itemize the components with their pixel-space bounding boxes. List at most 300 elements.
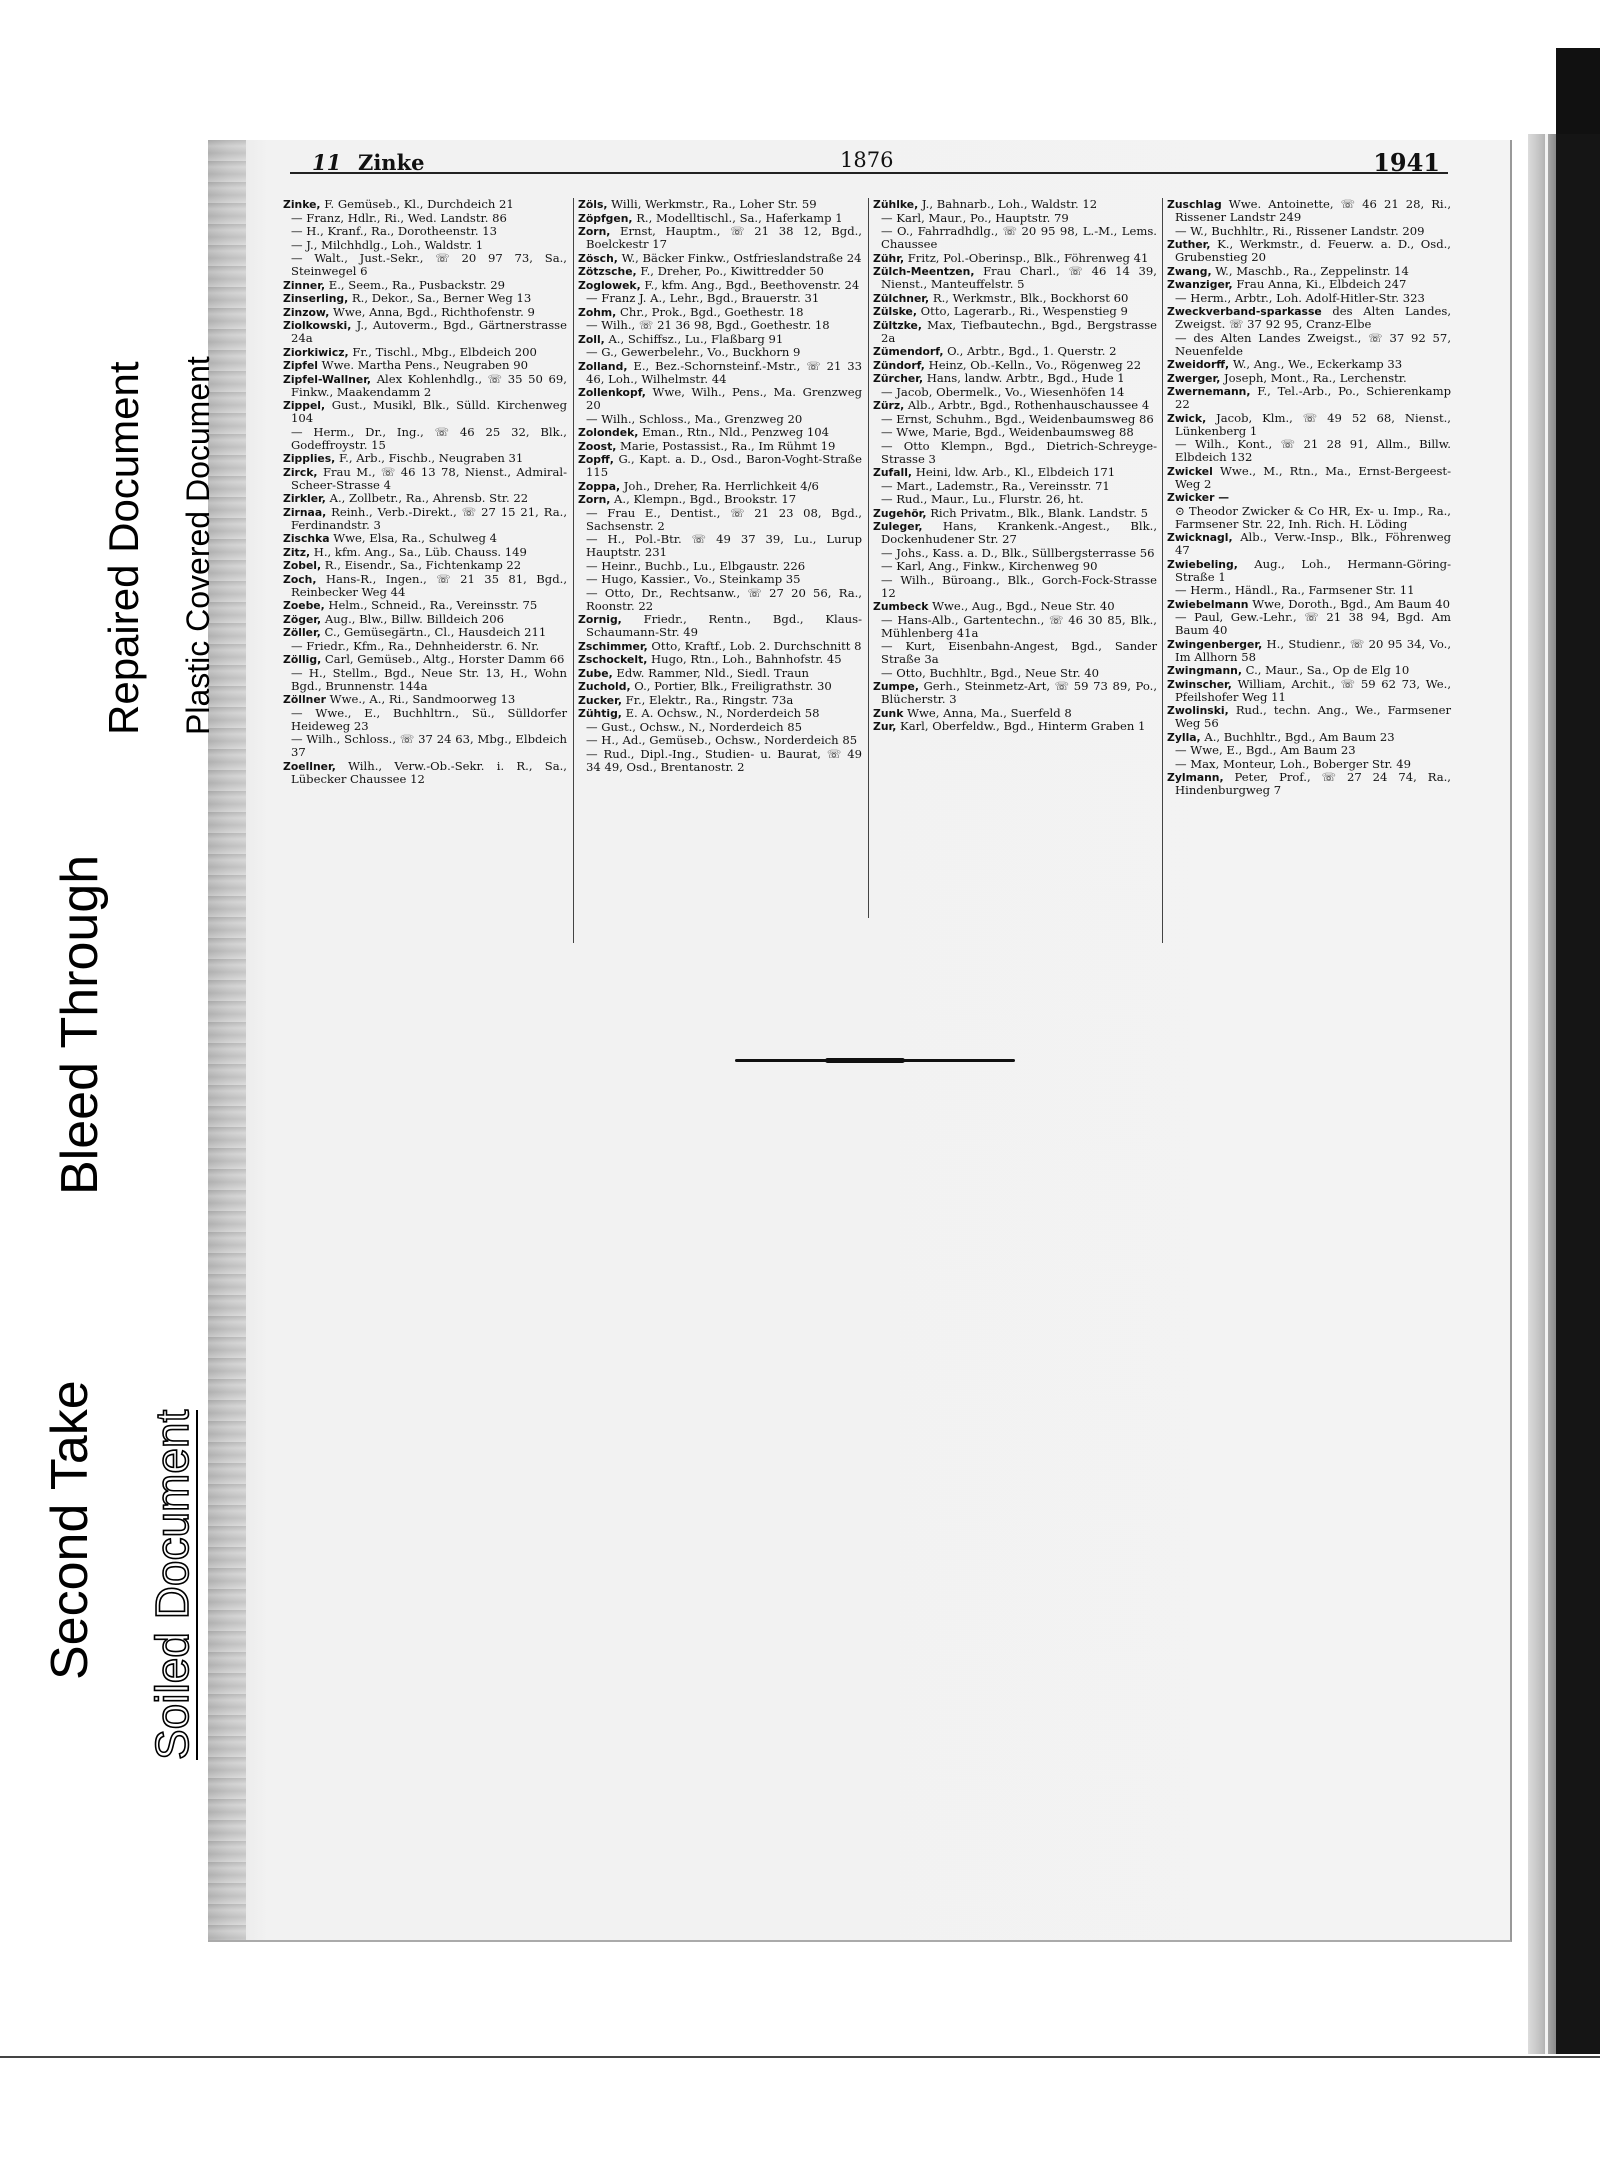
entry-details: Peter, Prof., ☏ 27 24 74, Ra., Hindenburgweg 7 [1175,770,1451,797]
binding-shadow [1528,134,1556,2054]
directory-entry [283,346,567,359]
entry-details: W., Maschb., Ra., Zeppelinstr. 14 [1215,263,1409,278]
entry-surname: Zolondek, [578,426,639,439]
entry-surname: Zinke, [283,198,321,211]
entry-surname: Zwicker — [1167,491,1229,504]
entry-surname: Zümendorf, [873,345,944,358]
directory-entry [873,680,1157,706]
directory-entry [578,560,862,573]
directory-entry [578,225,862,251]
entry-surname: Zollenkopf, [578,386,646,399]
scanner-edge-top [1556,48,1600,134]
directory-entry [578,680,862,693]
entry-surname: Zülch-Meentzen, [873,265,975,278]
directory-entry [578,653,862,666]
directory-entry [283,452,567,465]
entry-surname: Zülchner, [873,291,930,305]
directory-entry [578,319,862,332]
column-divider [868,198,869,918]
directory-entry [873,520,1157,546]
directory-entry [873,440,1157,466]
directory-entry [283,640,567,653]
entry-details: Gust., Musikl, Blk., Sülld. Kirchenweg 104 [291,398,568,425]
directory-entry [578,360,862,386]
directory-entry [578,748,862,774]
entry-details: O., Portier, Blk., Freiligrathstr. 30 [634,679,832,693]
entry-details: — H., Pol.-Btr. ☏ 49 37 39, Lu., Lurup Hauptstr. 231 [586,532,862,559]
column-1 [283,198,567,786]
entry-surname: Zippel, [283,399,326,412]
directory-entry [873,292,1157,305]
directory-entry [283,306,567,319]
entry-surname: Zöls, [578,198,608,211]
entry-details: Wilh., Verw.-Ob.-Sekr. i. R., Sa., Lübecker Chaussee 12 [291,758,567,786]
directory-entry [873,614,1157,640]
directory-entry [873,707,1157,720]
directory-entry [578,640,862,653]
entry-details: K., Werkmstr., d. Feuerw. a. D., Osd., Grubenstieg 20 [1175,237,1451,264]
entry-details: Reinh., Verb.-Direkt., ☏ 27 15 21, Ra., Ferdinandstr. 3 [291,504,568,532]
directory-entry [578,413,862,426]
entry-surname: Zwanziger, [1167,278,1233,291]
directory-entry [578,573,862,586]
entry-details: Frau M., ☏ 46 13 78, Nienst., Admiral-Scheer-Strasse 4 [291,464,567,492]
entry-details: — Herm., Händl., Ra., Farmsener Str. 11 [1175,583,1415,597]
directory-entry [283,198,567,211]
entry-details: Aug., Blw., Billw. Billdeich 206 [324,611,504,626]
entry-details: — Wilh., Büroang., Blk., Gorch-Fock-Strasse 12 [881,572,1157,600]
directory-entry [283,559,567,572]
entry-details: Fr., Elektr., Ra., Ringstr. 73a [625,692,794,707]
entry-surname: Zöller, [283,626,321,639]
entry-details: A., Buchhltr., Bgd., Am Baum 23 [1204,729,1395,744]
directory-entry [873,667,1157,680]
entry-surname: Zopff, [578,453,614,466]
entry-details: Heini, ldw. Arb., Kl., Elbdeich 171 [915,465,1116,479]
entry-surname: Zuschlag [1167,198,1222,211]
entry-details: — Franz J. A., Lehr., Bgd., Brauerstr. 31 [586,291,820,305]
entry-surname: Zürcher, [873,372,924,385]
entry-details: Carl, Gemüseb., Altg., Horster Damm 66 [324,652,565,666]
directory-entry [283,399,567,425]
directory-entry [578,734,862,747]
entry-surname: Zumpe, [873,680,919,693]
directory-entry [873,574,1157,600]
entry-details: — Rud., Maur., Lu., Flurstr. 26, ht. [881,492,1084,506]
entry-details: R., Werkmstr., Blk., Bockhorst 60 [932,290,1129,305]
directory-entry [578,721,862,734]
directory-entry [578,613,862,639]
entry-details: Ernst, Hauptm., ☏ 21 38 12, Bgd., Boelckestr 17 [586,224,862,251]
entry-surname: Zwiebeling, [1167,557,1238,571]
entry-details: Eman., Rtn., Nld., Penzweg 104 [642,425,829,439]
entry-details: J., Bahnarb., Loh., Waldstr. 12 [921,197,1098,211]
entry-surname: Zötzsche, [578,265,637,278]
column-2 [578,198,862,774]
directory-entry [1167,265,1451,278]
entry-details: Hans, Krankenk.-Angest., Blk., Dockenhudener Str. 27 [881,519,1157,546]
entry-details: Frau Charl., ☏ 46 14 39, Nienst., Manteuffelstr. 5 [881,264,1157,291]
directory-entry [578,493,862,506]
entry-details: — Otto, Dr., Rechtsanw., ☏ 27 20 56, Ra., Roonstr. 22 [586,585,862,613]
entry-details: — Karl, Ang., Finkw., Kirchenweg 90 [881,559,1098,573]
directory-entry [873,225,1157,251]
entry-surname: Zwick, [1167,411,1207,425]
directory-entry [283,225,567,238]
entry-surname: Zunk [873,706,904,720]
entry-surname: Ziorkiwicz, [283,345,349,359]
directory-entry [873,386,1157,399]
directory-entry [1167,758,1451,771]
entry-surname: Zischka [283,532,330,545]
directory-entry [283,532,567,545]
directory-entry [1167,664,1451,677]
entry-surname: Zirck, [283,465,318,479]
directory-entry [578,507,862,533]
directory-entry [283,212,567,225]
directory-entry [578,252,862,265]
entry-details: — Herm., Dr., Ing., ☏ 46 25 32, Blk., Godeffroystr. 15 [291,424,567,452]
entry-surname: Zwinscher, [1167,677,1232,691]
entry-surname: Zwiebelmann [1167,597,1249,611]
directory-entry [1167,278,1451,291]
entry-details: F. Gemüseb., Kl., Durchdeich 21 [324,197,514,211]
directory-entry [873,265,1157,291]
label-plastic-covered-document: Plastic Covered Document [180,356,216,735]
directory-entry [873,212,1157,225]
entry-details: Marie, Postassist., Ra., Im Rühmt 19 [620,438,836,453]
directory-entry [578,694,862,707]
entry-surname: Zohm, [578,305,617,319]
directory-entry [283,373,567,399]
entry-details: Alb., Arbtr., Bgd., Rothenhauschaussee 4 [907,398,1150,412]
directory-entry [873,413,1157,426]
entry-surname: Zwerger, [1167,371,1221,385]
directory-columns [283,198,1453,938]
entry-surname: Zültzke, [873,318,922,332]
entry-surname: Zoppa, [578,479,621,493]
entry-surname: Zirnaa, [283,505,327,519]
directory-entry [578,265,862,278]
entry-details: Joseph, Mont., Ra., Lerchenstr. [1224,370,1407,385]
directory-entry [873,345,1157,358]
directory-entry [283,667,567,693]
entry-surname: Zwingenberger, [1167,637,1263,651]
entry-surname: Zwolinski, [1167,704,1229,717]
entry-details: — Herm., Arbtr., Loh. Adolf-Hitler-Str. 323 [1175,290,1425,305]
entry-details: Gerh., Steinmetz-Art, ☏ 59 73 89, Po., Blücherstr. 3 [881,679,1158,706]
directory-entry [873,640,1157,666]
directory-entry [578,667,862,680]
entry-details: Willi, Werkmstr., Ra., Loher Str. 59 [611,197,817,211]
entry-surname: Zöger, [283,612,322,626]
entry-details: Karl, Oberfeldw., Bgd., Hinterm Graben 1 [900,719,1146,733]
directory-entry [283,492,567,505]
entry-details: — G., Gewerbelehr., Vo., Buckhorn 9 [586,345,801,359]
entry-details: Wwe. Martha Pens., Neugraben 90 [321,358,528,372]
directory-entry [283,426,567,452]
entry-details: C., Gemüsegärtn., Cl., Hausdeich 211 [324,625,547,639]
directory-entry [873,560,1157,573]
directory-entry [1167,491,1451,504]
entry-details: — Wilh., Schloss., ☏ 37 24 63, Mbg., Elbdeich 37 [291,732,567,759]
entry-surname: Zumbeck [873,600,929,613]
entry-details: — Heinr., Buchb., Lu., Elbgaustr. 226 [586,558,806,573]
entry-details: A., Zollbetr., Ra., Ahrensb. Str. 22 [329,491,529,505]
entry-details: Heinz, Ob.-Kelln., Vo., Rögenweg 22 [928,357,1142,372]
entry-details: — Wwe, E., Bgd., Am Baum 23 [1175,743,1356,757]
entry-surname: Zöpfgen, [578,211,633,225]
entry-surname: Zipfel-Wallner, [283,372,372,386]
entry-surname: Zühtig, [578,707,622,720]
directory-entry [578,587,862,613]
entry-details: A., Klempn., Bgd., Brookstr. 17 [614,492,797,506]
entry-details: — Hans-Alb., Gartentechn., ☏ 46 30 85, Blk., Mühlenberg 41a [881,612,1157,640]
directory-entry [873,493,1157,506]
entry-details: Chr., Prok., Bgd., Goethestr. 18 [619,304,804,319]
entry-details: — H., Ad., Gemüseb., Ochsw., Norderdeich 85 [586,733,858,747]
entry-surname: Zobel, [283,559,322,572]
entry-surname: Zündorf, [873,358,925,372]
entry-surname: Zinner, [283,278,326,292]
entry-details: — Frau E., Dentist., ☏ 21 23 08, Bgd., Sachsenstr. 2 [586,505,862,533]
entry-surname: Zuther, [1167,238,1211,251]
directory-entry [578,453,862,479]
entry-details: — Ernst, Schuhm., Bgd., Weidenbaumsweg 86 [881,411,1154,426]
directory-entry [873,305,1157,318]
label-soiled-document [145,1410,199,1760]
directory-entry [283,733,567,759]
label-repaired-document: Repaired Document [100,361,147,735]
entry-surname: Zube, [578,666,613,680]
directory-entry [1167,238,1451,264]
directory-entry [283,653,567,666]
entry-details: Hans-R., Ingen., ☏ 21 35 81, Bgd., Reinbecker Weg 44 [291,571,567,599]
directory-entry [283,707,567,733]
directory-entry [873,466,1157,479]
entry-details: — Hugo, Kassier., Vo., Steinkamp 35 [586,572,801,586]
directory-entry [1167,372,1451,385]
directory-entry [873,426,1157,439]
directory-entry [283,319,567,345]
entry-surname: Zugehör, [873,506,927,520]
entry-surname: Zolland, [578,359,628,373]
entry-details: C., Maur., Sa., Op de Elg 10 [1245,663,1410,677]
entry-details: E., Bez.-Schornsteinf.-Mstr., ☏ 21 33 46, Loh., Wilhelmstr. 44 [586,358,863,386]
directory-entry [873,720,1157,733]
entry-details: W., Bäcker Finkw., Ostfrieslandstraße 24 [621,250,862,265]
directory-entry [283,546,567,559]
entry-surname: Zösch, [578,251,618,265]
directory-entry [578,386,862,412]
entry-details: Wwe., Aug., Bgd., Neue Str. 40 [932,599,1115,613]
entry-details: R., Modelltischl., Sa., Haferkamp 1 [636,210,843,225]
header-section-number: 11 [312,150,342,175]
directory-entry [1167,531,1451,557]
entry-details: Wwe, Doroth., Bgd., Am Baum 40 [1252,596,1451,611]
entry-details: — Wwe., E., Buchhltrn., Sü., Sülldorfer Heideweg 23 [291,705,567,733]
directory-entry [1167,611,1451,637]
end-rule [735,1059,1015,1062]
entry-details: — J., Milchhdlg., Loh., Waldstr. 1 [291,237,484,252]
entry-surname: Zühr, [873,251,905,265]
entry-details: W., Ang., We., Eckerkamp 33 [1232,357,1403,371]
entry-details: Max, Tiefbautechn., Bgd., Bergstrasse 2a [881,317,1158,345]
entry-surname: Zuleger, [873,520,923,533]
entry-details: — Kurt, Eisenbahn-Angest, Bgd., Sander Straße 3a [881,639,1157,666]
entry-details: Aug., Loh., Hermann-Göring-Straße 1 [1175,556,1451,584]
entry-surname: Zschimmer, [578,639,648,653]
entry-surname: Zipplies, [283,452,336,465]
entry-details: Joh., Dreher, Ra. Herrlichkeit 4/6 [623,478,819,493]
directory-entry [1167,292,1451,305]
entry-surname: Zylmann, [1167,771,1224,784]
entry-surname: Zoellner, [283,759,336,773]
entry-details: — Max, Monteur, Loh., Boberger Str. 49 [1175,756,1411,771]
directory-entry [578,333,862,346]
entry-details: — Otto Klempn., Bgd., Dietrich-Schreyge-Strasse 3 [881,438,1157,466]
entry-details: — Rud., Dipl.-Ing., Studien- u. Baurat, ☏ 49 34 49, Osd., Brentanostr. 2 [586,746,862,774]
directory-entry [578,346,862,359]
directory-entry [1167,731,1451,744]
entry-details: Otto, Lagerarb., Ri., Wespenstieg 9 [920,304,1128,318]
entry-details: F., kfm. Ang., Bgd., Beethovenstr. 24 [644,277,860,292]
entry-surname: Zwicknagl, [1167,531,1233,544]
directory-entry [1167,198,1451,224]
directory-entry [1167,584,1451,597]
entry-surname: Zucker, [578,693,622,707]
directory-entry [283,573,567,599]
header-guide-word: Zinke [358,150,425,175]
directory-entry [578,292,862,305]
directory-entry [578,198,862,211]
entry-details: — des Alten Landes Zweigst., ☏ 37 92 57, Neuenfelde [1175,330,1451,358]
directory-entry [1167,638,1451,664]
entry-details: Rud., techn. Ang., We., Farmsener Weg 56 [1175,703,1451,730]
entry-details: A., Schiffsz., Lu., Flaßbarg 91 [608,331,784,346]
entry-surname: Zwingmann, [1167,664,1242,677]
entry-details: Friedr., Rentn., Bgd., Klaus-Schaumann-Str. 49 [586,612,862,639]
entry-details: des Alten Landes, Zweigst. ☏ 37 92 95, Cranz-Elbe [1175,304,1452,331]
directory-entry [283,239,567,252]
directory-entry [873,359,1157,372]
entry-details: F., Arb., Fischb., Neugraben 31 [338,451,524,465]
directory-entry [283,292,567,305]
entry-surname: Ziolkowski, [283,319,352,332]
entry-details: Wwe, Anna, Bgd., Richthofenstr. 9 [333,304,535,319]
directory-entry [283,599,567,612]
binding-highlight [1545,134,1548,2054]
entry-details: H., Studienr., ☏ 20 95 34, Vo., Im Allhorn 58 [1175,636,1452,664]
directory-entry [578,426,862,439]
directory-entry [873,372,1157,385]
label-bleed-through: Bleed Through [51,854,109,1195]
entry-details: — Wilh., ☏ 21 36 98, Bgd., Goethestr. 18 [586,318,830,332]
directory-entry [578,533,862,559]
entry-details: O., Arbtr., Bgd., 1. Querstr. 2 [947,344,1117,358]
entry-surname: Zürz, [873,399,905,412]
directory-entry [873,480,1157,493]
entry-details: — Wilh., Schloss., Ma., Grenzweg 20 [586,411,803,426]
entry-surname: Zitz, [283,545,311,559]
entry-details: E. A. Ochsw., N., Norderdeich 58 [625,706,820,720]
entry-details: Jacob, Klm., ☏ 49 52 68, Nienst., Lünkenberg 1 [1175,410,1451,438]
entry-details: Alex Kohlenhdlg., ☏ 35 50 69, Finkw., Maakendamm 2 [291,371,567,399]
entry-details: F., Tel.-Arb., Po., Schierenkamp 22 [1175,384,1451,411]
entry-details: Wwe. Antoinette, ☏ 46 21 28, Ri., Rissener Landstr 249 [1175,197,1451,224]
entry-surname: Zur, [873,720,897,733]
entry-details: Wwe, Elsa, Ra., Schulweg 4 [333,531,497,545]
entry-details: — H., Stellm., Bgd., Neue Str. 13, H., Wohn Bgd., Brunnenstr. 144a [291,665,567,693]
directory-entry [1167,771,1451,797]
directory-entry [1167,225,1451,238]
entry-details: Hans, landw. Arbtr., Bgd., Hude 1 [926,371,1125,385]
entry-surname: Zoebe, [283,599,325,612]
directory-entry [873,507,1157,520]
directory-entry [578,212,862,225]
entry-details: — Otto, Buchhltr., Bgd., Neue Str. 40 [881,665,1099,680]
entry-surname: Zühlke, [873,198,919,211]
entry-details: Hugo, Rtn., Loh., Bahnhofstr. 45 [651,652,842,666]
entry-surname: Zorn, [578,493,611,506]
directory-entry [1167,704,1451,730]
directory-entry [873,600,1157,613]
directory-entry [1167,438,1451,464]
directory-entry [1167,305,1451,331]
entry-details: — Gust., Ochsw., N., Norderdeich 85 [586,719,803,734]
entry-surname: Zipfel [283,359,318,372]
entry-details: ⊙ Theodor Zwicker & Co HR, Ex- u. Imp., Ra., Farmsener Str. 22, Inh. Rich. H. Löding [1175,503,1451,531]
directory-entry [1167,465,1451,491]
entry-details: R., Dekor., Sa., Berner Weg 13 [351,291,532,305]
side-labels [0,0,216,2177]
entry-details: — H., Kranf., Ra., Dorotheenstr. 13 [291,224,498,238]
directory-entry [283,359,567,372]
directory-entry [283,252,567,278]
entry-details: Rich Privatm., Blk., Blank. Landstr. 5 [930,505,1148,520]
entry-surname: Zoglowek, [578,278,641,292]
entry-details: Helm., Schneid., Ra., Vereinsstr. 75 [328,598,538,612]
directory-entry [1167,358,1451,371]
entry-details: William, Archit., ☏ 59 62 73, We., Pfeilshofer Weg 11 [1175,676,1451,704]
entry-details: — Jacob, Obermelk., Vo., Wiesenhöfen 14 [881,384,1125,399]
entry-surname: Zülske, [873,305,917,318]
directory-entry [873,547,1157,560]
label-soiled-document-text: Soiled Document [146,1409,198,1760]
directory-entry [283,506,567,532]
column-3 [873,198,1157,734]
entry-details: E., Seem., Ra., Pusbackstr. 29 [328,277,506,292]
directory-entry [578,279,862,292]
entry-surname: Zöllig, [283,653,322,666]
entry-surname: Zöllner [283,693,326,706]
directory-entry [1167,332,1451,358]
directory-entry [578,440,862,453]
entry-details: Wwe., M., Rtn., Ma., Ernst-Bergeest-Weg 2 [1175,463,1452,491]
entry-surname: Zoll, [578,332,605,346]
entry-surname: Zirkler, [283,492,326,505]
directory-entry [1167,598,1451,611]
entry-surname: Zylla, [1167,730,1201,744]
entry-details: Wwe., A., Ri., Sandmoorweg 13 [329,692,516,706]
entry-details: — Wilh., Kont., ☏ 21 28 91, Allm., Billw. Elbdeich 132 [1175,437,1451,464]
directory-entry [1167,505,1451,531]
entry-surname: Zinserling, [283,292,349,305]
column-divider [1162,198,1163,943]
directory-entry [283,626,567,639]
directory-entry [873,198,1157,211]
directory-entry [283,466,567,492]
